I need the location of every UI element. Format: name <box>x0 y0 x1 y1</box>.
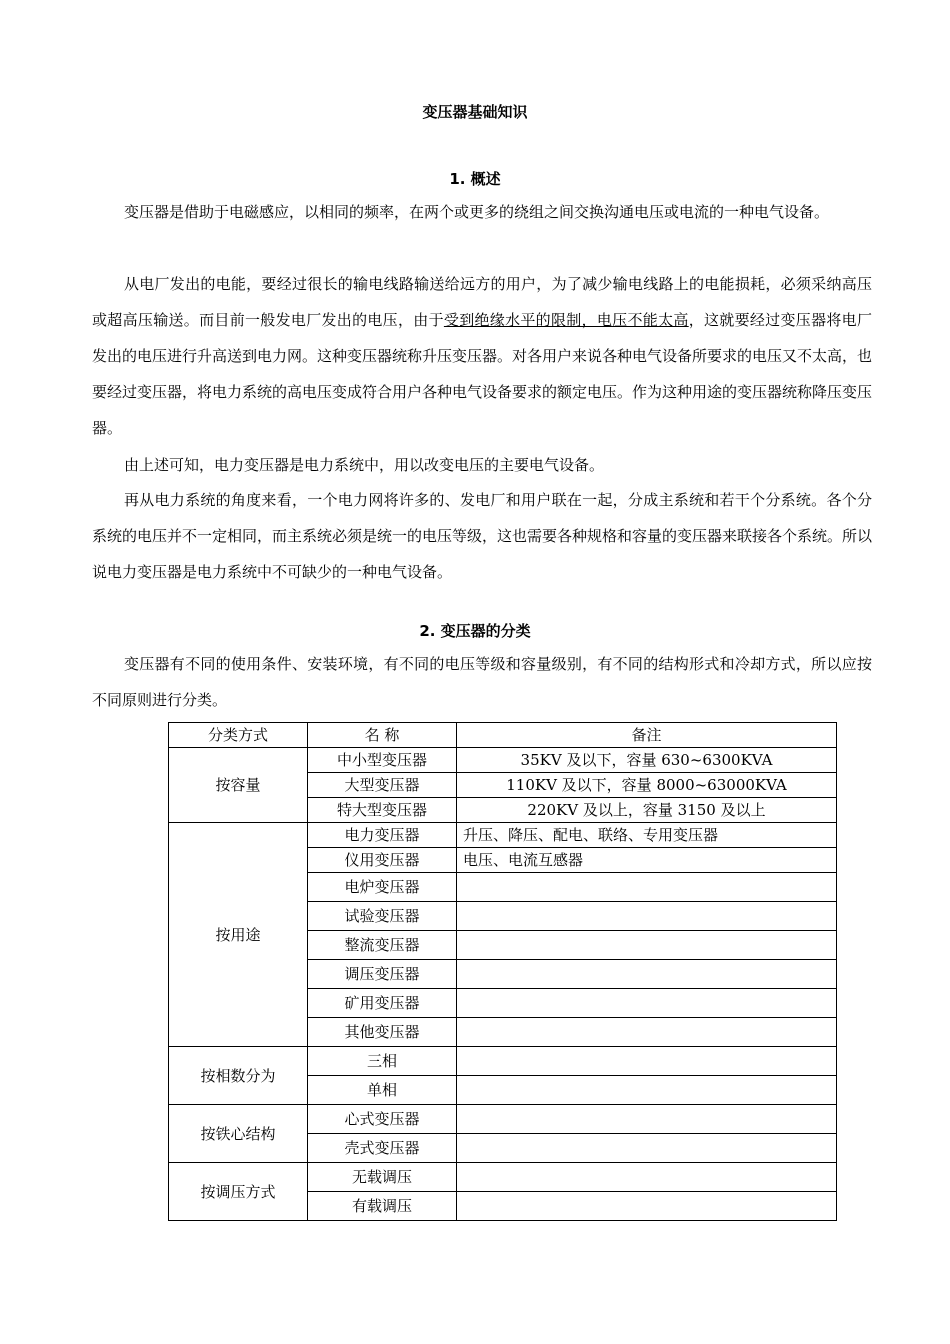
name-cell: 单相 <box>308 1076 457 1105</box>
category-cell: 按容量 <box>169 748 308 823</box>
note-cell: 电压、电流互感器 <box>457 848 837 873</box>
classification-table <box>168 722 837 1221</box>
underlined-text: 受到绝缘水平的限制，电压不能太高 <box>443 311 689 329</box>
table-row <box>169 823 837 848</box>
name-cell: 电炉变压器 <box>308 873 457 902</box>
category-cell: 按铁心结构 <box>169 1105 308 1163</box>
table-header-cell: 分类方式 <box>169 723 308 748</box>
paragraph: 变压器是借助于电磁感应，以相同的频率，在两个或更多的绕组之间交换沟通电压或电流的一种电气设备。 <box>124 203 830 221</box>
name-cell: 大型变压器 <box>308 773 457 798</box>
note-cell <box>457 873 837 902</box>
table-row <box>169 1163 837 1192</box>
note-cell: 35KV 及以下，容量 630~6300KVA <box>457 748 837 773</box>
note-cell <box>457 989 837 1018</box>
category-cell: 按调压方式 <box>169 1163 308 1221</box>
section-heading-overview: 1. 概述 <box>449 170 501 188</box>
table-row <box>169 748 837 773</box>
note-cell <box>457 902 837 931</box>
section-heading-classification: 2. 变压器的分类 <box>419 622 531 640</box>
category-cell: 按用途 <box>169 823 308 1047</box>
name-cell: 特大型变压器 <box>308 798 457 823</box>
note-cell <box>457 1134 837 1163</box>
note-cell <box>457 1163 837 1192</box>
document-title: 变压器基础知识 <box>422 103 528 121</box>
name-cell: 矿用变压器 <box>308 989 457 1018</box>
name-cell: 中小型变压器 <box>308 748 457 773</box>
note-cell <box>457 1018 837 1047</box>
paragraph-text: 从电厂发出的电能，要经过很长的输电线路输送给远方的用户，为了减少输电线路上的电能损耗，必须采纳高压或超高压输送。而目前一般发电厂发出的电压，由于 <box>92 275 872 329</box>
note-cell: 110KV 及以下，容量 8000~63000KVA <box>457 773 837 798</box>
name-cell: 其他变压器 <box>308 1018 457 1047</box>
table-row <box>169 1105 837 1134</box>
name-cell: 三相 <box>308 1047 457 1076</box>
table-header-cell: 备注 <box>457 723 837 748</box>
paragraph: 再从电力系统的角度来看，一个电力网将许多的、发电厂和用户联在一起，分成主系统和若干个分系统。各个分系统的电压并不一定相同，而主系统必须是统一的电压等级，这也需要各种规格和容量的变压器来联接各个系统。所以说电力变压器是电力系统中不可缺少的一种电气设备。 <box>92 491 873 581</box>
note-cell: 220KV 及以上，容量 3150 及以上 <box>457 798 837 823</box>
note-cell <box>457 1076 837 1105</box>
note-cell <box>457 1105 837 1134</box>
note-cell <box>457 1047 837 1076</box>
paragraph: 由上述可知，电力变压器是电力系统中，用以改变电压的主要电气设备。 <box>124 456 605 474</box>
category-cell: 按相数分为 <box>169 1047 308 1105</box>
note-cell <box>457 960 837 989</box>
name-cell: 心式变压器 <box>308 1105 457 1134</box>
name-cell: 有载调压 <box>308 1192 457 1221</box>
note-cell <box>457 1192 837 1221</box>
name-cell: 调压变压器 <box>308 960 457 989</box>
table-header-cell: 名 称 <box>308 723 457 748</box>
table-row <box>169 1047 837 1076</box>
paragraph <box>92 266 872 446</box>
name-cell: 试验变压器 <box>308 902 457 931</box>
name-cell: 无载调压 <box>308 1163 457 1192</box>
note-cell: 升压、降压、配电、联络、专用变压器 <box>457 823 837 848</box>
name-cell: 电力变压器 <box>308 823 457 848</box>
paragraph-text: ，这就要经过变压器将电厂发出的电压进行升高送到电力网。这种变压器统称升压变压器。对各用户来说各种电气设备所要求的电压又不太高，也要经过变压器，将电力系统的高电压变成符合用户各种电气设备要求的额定电压。作为这种用途的变压器统称降压变压器。 <box>92 311 873 437</box>
note-cell <box>457 931 837 960</box>
paragraph: 变压器有不同的使用条件、安装环境，有不同的电压等级和容量级别，有不同的结构形式和冷却方式，所以应按不同原则进行分类。 <box>92 655 872 709</box>
name-cell: 壳式变压器 <box>308 1134 457 1163</box>
name-cell: 整流变压器 <box>308 931 457 960</box>
name-cell: 仪用变压器 <box>308 848 457 873</box>
table-header-row <box>169 723 837 748</box>
